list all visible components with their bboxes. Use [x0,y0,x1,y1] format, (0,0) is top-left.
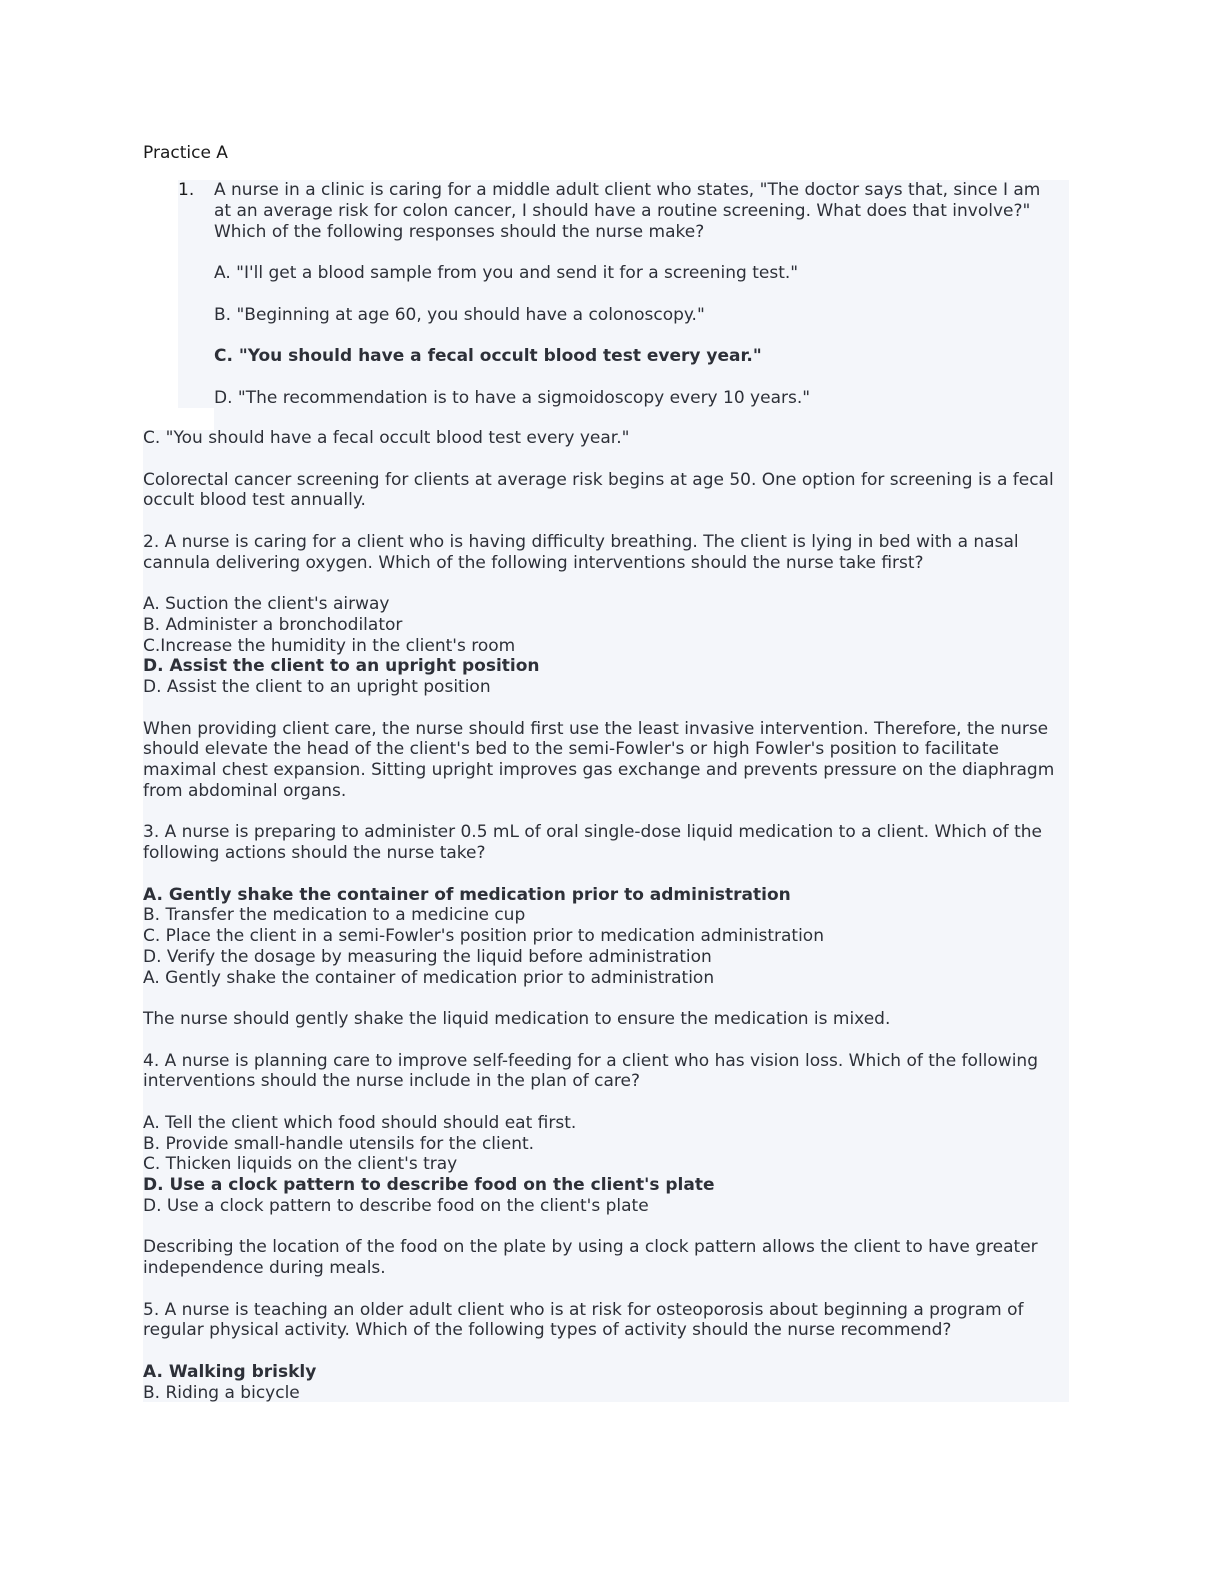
rationale-3: The nurse should gently shake the liquid medication to ensure the medication is mixed. [143,1009,891,1029]
question-1-body [214,180,1054,408]
answer-4: D. Use a clock pattern to describe food on the client's plate [143,1195,649,1216]
main-content [143,428,1068,1403]
option-b: B. Transfer the medication to a medicine cup [143,905,526,926]
option-b: B. Provide small-handle utensils for the client. [143,1133,535,1154]
option-c: C.Increase the humidity in the client's room [143,635,516,656]
option-b: B. Riding a bicycle [143,1382,300,1403]
option-b: B. "Beginning at age 60, you should have a colonoscopy." [214,304,705,325]
page-title: Practice A [143,143,228,163]
answer-2: D. Assist the client to an upright position [143,677,491,697]
option-d: D. Verify the dosage by measuring the liquid before administration [143,946,712,967]
question-stem: A nurse in a clinic is caring for a middle adult client who states, "The doctor says that, since I am at an average risk for colon cancer, I should have a routine screening. What does that involve?" Which of the following responses should the nurse make? [214,180,1041,242]
option-d-correct: D. Assist the client to an upright position [143,656,540,677]
highlight-block [214,408,1069,430]
question-5-stem: 5. A nurse is teaching an older adult client who is at risk for osteoporosis about beginning a program of regular physical activity. Which of the following types of activity should the nurse recommend? [143,1299,1024,1341]
option-d: D. "The recommendation is to have a sigmoidoscopy every 10 years." [214,387,811,408]
option-d-correct: D. Use a clock pattern to describe food on the client's plate [143,1175,715,1195]
question-number: 1. [178,180,195,200]
option-c: C. Place the client in a semi-Fowler's position prior to medication administration [143,926,824,946]
answer-1: C. "You should have a fecal occult blood test every year." [143,428,630,448]
option-b: B. Administer a bronchodilator [143,614,403,635]
question-3-stem: 3. A nurse is preparing to administer 0.5 mL of oral single-dose liquid medication to a client. Which of the following actions should the nurse take? [143,822,1042,863]
rationale-2: When providing client care, the nurse should first use the least invasive intervention. Therefore, the nurse should elevate the head of the client's bed to the semi-Fowler's or high Fowler's position to facilitate maximal chest expansion. Sitting upright improves gas exchange and prevents pressure on the diaphragm from abdominal organs. [143,718,1055,801]
option-a-correct: A. Gently shake the container of medication prior to administration [143,884,791,905]
option-c: C. Thicken liquids on the client's tray [143,1154,458,1175]
answer-3: A. Gently shake the container of medication prior to administration [143,967,715,988]
rationale-1: Colorectal cancer screening for clients at average risk begins at age 50. One option for screening is a fecal occult blood test annually. [143,469,1054,511]
option-a: A. Suction the client's airway [143,594,390,614]
rationale-4: Describing the location of the food on the plate by using a clock pattern allows the client to have greater independence during meals. [143,1237,1038,1278]
question-4-stem: 4. A nurse is planning care to improve self-feeding for a client who has vision loss. Which of the following interventions should the nurse include in the plan of care? [143,1050,1038,1092]
question-2-stem: 2. A nurse is caring for a client who is having difficulty breathing. The client is lying in bed with a nasal cannula delivering oxygen. Which of the following interventions should the nurse take first? [143,531,1019,573]
option-a-correct: A. Walking briskly [143,1361,317,1382]
option-a: A. "I'll get a blood sample from you and send it for a screening test." [214,263,799,283]
option-a: A. Tell the client which food should should eat first. [143,1112,577,1133]
option-c-correct: C. "You should have a fecal occult blood test every year." [214,346,762,366]
